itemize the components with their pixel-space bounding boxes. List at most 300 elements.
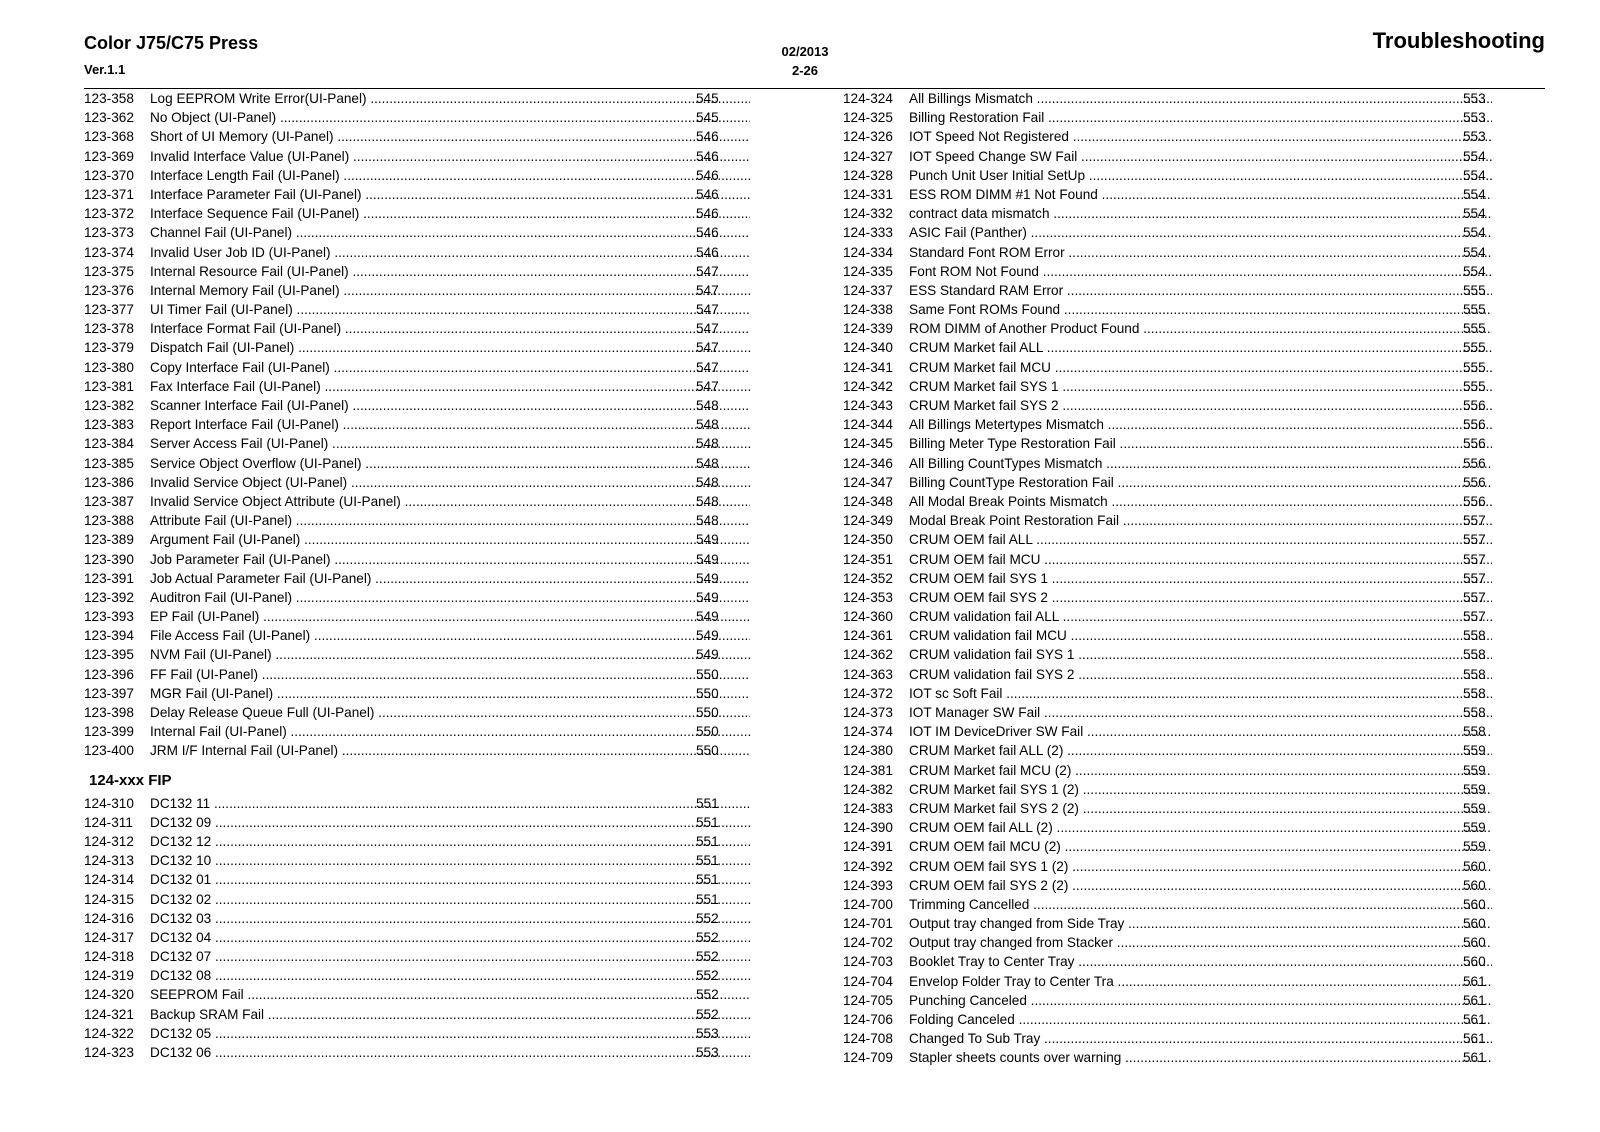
section-title: Troubleshooting [1372, 28, 1545, 53]
toc-entry-code: 124-319 [84, 968, 134, 984]
toc-entry-page: 551 [696, 814, 719, 830]
toc-entry[interactable] [843, 204, 1486, 223]
toc-entry-title: DC132 01 ..... [150, 870, 750, 889]
toc-entry[interactable] [843, 415, 1486, 434]
toc-entry-code: 124-381 [843, 762, 893, 778]
toc-entry[interactable] [84, 966, 724, 985]
toc-entry-code: 124-313 [84, 853, 134, 869]
toc-entry[interactable] [843, 818, 1486, 837]
toc-entry[interactable] [843, 703, 1486, 722]
toc-entry[interactable] [843, 396, 1486, 415]
toc-entry-title: EP Fail (UI-Panel) ..... [150, 607, 750, 626]
toc-entry-page: 552 [696, 968, 719, 984]
toc-entry-page: 557 [1463, 609, 1486, 625]
toc-entry-title: SEEPROM Fail ..... [150, 985, 750, 1004]
toc-entry-page: 546 [696, 244, 719, 260]
toc-entry-code: 124-372 [843, 685, 893, 701]
version-label: Ver.1.1 [84, 62, 126, 77]
toc-entry-title: CRUM Market fail ALL ..... [909, 338, 1492, 357]
toc-entry-page: 560 [1463, 916, 1486, 932]
toc-entry[interactable] [84, 947, 724, 966]
toc-entry-page: 551 [696, 795, 719, 811]
toc-entry-title: DC132 04 ..... [150, 928, 750, 947]
toc-entry-page: 550 [696, 705, 719, 720]
toc-entry[interactable] [843, 223, 1486, 242]
toc-entry[interactable] [84, 741, 724, 760]
toc-entry-code: 124-352 [843, 570, 893, 586]
toc-entry-code: 124-704 [843, 973, 893, 989]
toc-entry-code: 124-326 [843, 129, 893, 145]
toc-entry-title: All Modal Break Points Mismatch ..... [909, 492, 1492, 511]
toc-entry[interactable] [843, 876, 1486, 895]
page-number: 2-26 [791, 63, 819, 78]
toc-entry-title: DC132 05 ..... [150, 1024, 750, 1043]
toc-entry-page: 548 [696, 513, 719, 529]
toc-entry-title: All Billings Metertypes Mismatch ..... [909, 415, 1492, 434]
toc-entry-title: Interface Sequence Fail (UI-Panel) ..... [150, 204, 750, 223]
toc-entry[interactable] [843, 300, 1486, 319]
toc-entry[interactable] [84, 147, 724, 166]
toc-entry-page: 552 [696, 910, 719, 926]
toc-entry-code: 124-705 [843, 992, 893, 1008]
toc-entry[interactable] [84, 588, 724, 607]
toc-entry[interactable] [843, 952, 1486, 971]
toc-entry-title: DC132 11 ..... [150, 794, 750, 813]
toc-entry-code: 124-363 [843, 666, 893, 682]
toc-entry-page: 558 [1463, 685, 1486, 701]
toc-entry-title: Stapler sheets counts over warning ..... [909, 1048, 1492, 1067]
toc-entry-code: 123-369 [84, 148, 134, 164]
toc-entry-title: Punch Unit User Initial SetUp ..... [909, 166, 1492, 185]
toc-entry-code: 124-703 [843, 954, 893, 970]
toc-entry[interactable] [84, 909, 724, 928]
toc-entry[interactable] [84, 722, 724, 741]
toc-entry-code: 124-382 [843, 781, 893, 797]
toc-entry-code: 124-337 [843, 282, 893, 298]
toc-entry-code: 124-349 [843, 513, 893, 529]
toc-entry[interactable] [843, 1029, 1486, 1048]
toc-entry-page: 555 [1463, 359, 1486, 375]
toc-entry-code: 123-399 [84, 724, 134, 740]
toc-entry-code: 124-328 [843, 167, 893, 183]
toc-entry[interactable] [84, 243, 724, 262]
toc-entry[interactable] [843, 166, 1486, 185]
toc-entry-title: Attribute Fail (UI-Panel) ..... [150, 511, 750, 530]
toc-entry-page: 561 [1463, 992, 1486, 1008]
toc-entry-code: 124-702 [843, 935, 893, 951]
toc-entry[interactable] [843, 626, 1486, 645]
toc-entry-title: IOT Speed Change SW Fail ..... [909, 147, 1492, 166]
toc-entry-page: 551 [696, 853, 719, 869]
toc-entry[interactable] [843, 741, 1486, 760]
toc-entry[interactable] [84, 684, 724, 703]
toc-entry-code: 124-315 [84, 891, 134, 907]
toc-entry-code: 123-374 [84, 244, 134, 260]
toc-entry[interactable] [84, 281, 724, 300]
toc-entry-page: 557 [1463, 532, 1486, 548]
toc-entry[interactable] [84, 870, 724, 889]
toc-entry[interactable] [84, 928, 724, 947]
toc-entry[interactable] [84, 415, 724, 434]
toc-entry-page: 555 [1463, 282, 1486, 298]
toc-entry-code: 123-398 [84, 705, 134, 720]
toc-entry[interactable] [843, 262, 1486, 281]
toc-entry[interactable] [84, 358, 724, 377]
toc-entry-code: 124-373 [843, 705, 893, 720]
toc-entry[interactable] [84, 377, 724, 396]
toc-entry-page: 560 [1463, 954, 1486, 970]
toc-entry-code: 124-347 [843, 474, 893, 490]
toc-entry[interactable] [843, 358, 1486, 377]
toc-entry[interactable] [843, 530, 1486, 549]
toc-entry-code: 123-370 [84, 167, 134, 183]
toc-entry-code: 124-708 [843, 1031, 893, 1047]
toc-entry[interactable] [843, 895, 1486, 914]
toc-entry-title: Internal Memory Fail (UI-Panel) ..... [150, 281, 750, 300]
toc-entry-code: 124-327 [843, 148, 893, 164]
toc-entry-title: Auditron Fail (UI-Panel) ..... [150, 588, 750, 607]
toc-entry-page: 555 [1463, 321, 1486, 337]
toc-entry-title: CRUM Market fail SYS 1 ..... [909, 377, 1492, 396]
toc-entry[interactable] [84, 1043, 724, 1062]
toc-entry-code: 123-379 [84, 340, 134, 356]
toc-entry-code: 124-344 [843, 417, 893, 433]
toc-entry[interactable] [843, 550, 1486, 569]
toc-entry-page: 559 [1463, 762, 1486, 778]
toc-entry-code: 124-343 [843, 398, 893, 413]
toc-entry[interactable] [843, 319, 1486, 338]
toc-entry[interactable] [84, 396, 724, 415]
toc-entry-code: 123-396 [84, 666, 134, 682]
toc-entry-code: 124-321 [84, 1006, 134, 1022]
toc-entry[interactable] [84, 530, 724, 549]
toc-entry-page: 553 [696, 1045, 719, 1060]
toc-entry[interactable] [84, 166, 724, 185]
toc-entry-code: 124-345 [843, 436, 893, 452]
toc-entry[interactable] [84, 223, 724, 242]
toc-entry[interactable] [843, 722, 1486, 741]
toc-entry[interactable] [843, 434, 1486, 453]
toc-entry-code: 124-393 [843, 877, 893, 893]
toc-entry-title: CRUM Market fail ALL (2) ..... [909, 741, 1492, 760]
toc-entry-code: 123-382 [84, 398, 134, 413]
toc-entry[interactable] [84, 1005, 724, 1024]
toc-entry[interactable] [843, 857, 1486, 876]
toc-entry[interactable] [84, 665, 724, 684]
toc-entry[interactable] [84, 204, 724, 223]
toc-entry-page: 561 [1463, 973, 1486, 989]
toc-entry-code: 124-342 [843, 378, 893, 394]
toc-entry[interactable] [84, 985, 724, 1004]
toc-entry-code: 124-314 [84, 872, 134, 888]
toc-entry[interactable] [84, 511, 724, 530]
toc-entry-code: 123-384 [84, 436, 134, 452]
toc-entry-title: Invalid User Job ID (UI-Panel) ..... [150, 243, 750, 262]
toc-entry-page: 560 [1463, 896, 1486, 912]
toc-entry[interactable] [84, 434, 724, 453]
toc-entry[interactable] [843, 799, 1486, 818]
toc-entry[interactable] [843, 588, 1486, 607]
toc-entry-page: 553 [1463, 91, 1486, 106]
toc-entry-page: 561 [1463, 1050, 1486, 1066]
toc-entry-code: 123-386 [84, 474, 134, 490]
toc-entry[interactable] [84, 645, 724, 664]
toc-entry-page: 552 [696, 1006, 719, 1022]
toc-entry-page: 548 [696, 493, 719, 509]
toc-entry[interactable] [843, 972, 1486, 991]
toc-entry-code: 123-385 [84, 455, 134, 471]
toc-entry-code: 124-334 [843, 244, 893, 260]
toc-entry-page: 561 [1463, 1031, 1486, 1047]
toc-entry-title: Argument Fail (UI-Panel) ..... [150, 530, 750, 549]
toc-entry-code: 123-380 [84, 359, 134, 375]
toc-list-123 [84, 89, 724, 761]
toc-entry[interactable] [84, 1024, 724, 1043]
toc-entry-code: 123-375 [84, 263, 134, 279]
toc-entry[interactable] [84, 262, 724, 281]
toc-entry-code: 124-340 [843, 340, 893, 356]
toc-entry[interactable] [843, 761, 1486, 780]
toc-entry-code: 124-341 [843, 359, 893, 375]
toc-entry[interactable] [843, 127, 1486, 146]
toc-entry-title: Booklet Tray to Center Tray ..... [909, 952, 1492, 971]
toc-entry-code: 124-310 [84, 795, 134, 811]
toc-entry-title: DC132 02 ..... [150, 890, 750, 909]
toc-list-124-fip [84, 794, 724, 1063]
toc-entry[interactable] [84, 338, 724, 357]
toc-entry-page: 553 [1463, 110, 1486, 126]
toc-entry-title: CRUM Market fail SYS 1 (2) ..... [909, 780, 1492, 799]
toc-entry[interactable] [84, 185, 724, 204]
toc-entry-page: 561 [1463, 1012, 1486, 1027]
toc-entry-title: Backup SRAM Fail ..... [150, 1005, 750, 1024]
toc-entry[interactable] [84, 890, 724, 909]
toc-entry[interactable] [843, 454, 1486, 473]
toc-entry[interactable] [84, 127, 724, 146]
toc-entry-page: 555 [1463, 378, 1486, 394]
toc-entry-title: ESS ROM DIMM #1 Not Found ..... [909, 185, 1492, 204]
toc-entry-page: 559 [1463, 743, 1486, 759]
toc-entry-title: Server Access Fail (UI-Panel) ..... [150, 434, 750, 453]
toc-entry-page: 549 [696, 609, 719, 625]
toc-entry-page: 552 [696, 987, 719, 1003]
toc-entry-title: Output tray changed from Side Tray ..... [909, 914, 1492, 933]
toc-entry-code: 123-371 [84, 186, 134, 202]
toc-entry[interactable] [84, 703, 724, 722]
toc-entry-page: 548 [696, 436, 719, 452]
toc-entry[interactable] [843, 991, 1486, 1010]
toc-entry-title: Copy Interface Fail (UI-Panel) ..... [150, 358, 750, 377]
toc-entry[interactable] [843, 147, 1486, 166]
toc-entry[interactable] [84, 813, 724, 832]
toc-entry-title: DC132 06 ..... [150, 1043, 750, 1062]
toc-entry-code: 124-380 [843, 743, 893, 759]
toc-entry[interactable] [84, 108, 724, 127]
toc-entry-code: 124-316 [84, 910, 134, 926]
toc-entry-code: 124-311 [84, 814, 133, 830]
toc-entry[interactable] [843, 684, 1486, 703]
toc-entry-page: 560 [1463, 935, 1486, 951]
toc-entry[interactable] [84, 832, 724, 851]
toc-entry[interactable] [84, 89, 724, 108]
toc-entry[interactable] [843, 607, 1486, 626]
toc-entry-title: Internal Fail (UI-Panel) ..... [150, 722, 750, 741]
toc-entry-title: DC132 09 ..... [150, 813, 750, 832]
toc-entry[interactable] [843, 645, 1486, 664]
toc-entry-title: Invalid Service Object (UI-Panel) ..... [150, 473, 750, 492]
toc-entry[interactable] [84, 794, 724, 813]
toc-entry-page: 558 [1463, 724, 1486, 740]
toc-entry-page: 557 [1463, 570, 1486, 586]
toc-entry-page: 550 [696, 724, 719, 740]
toc-entry[interactable] [843, 338, 1486, 357]
toc-entry-title: CRUM OEM fail SYS 2 ..... [909, 588, 1492, 607]
toc-entry-code: 124-325 [843, 110, 893, 126]
toc-entry-page: 552 [696, 929, 719, 945]
toc-entry-title: IOT Speed Not Registered ..... [909, 127, 1492, 146]
toc-entry-title: CRUM OEM fail SYS 1 ..... [909, 569, 1492, 588]
toc-entry-page: 547 [696, 321, 719, 337]
toc-entry[interactable] [84, 550, 724, 569]
toc-entry-title: Internal Resource Fail (UI-Panel) ..... [150, 262, 750, 281]
toc-entry-title: CRUM OEM fail ALL (2) ..... [909, 818, 1492, 837]
toc-entry-page: 545 [696, 110, 719, 126]
document-title: Color J75/C75 Press [84, 33, 259, 53]
toc-entry-page: 548 [696, 417, 719, 433]
toc-entry[interactable] [843, 1010, 1486, 1029]
toc-entry-page: 551 [696, 833, 719, 849]
toc-entry-title: CRUM OEM fail MCU ..... [909, 550, 1492, 569]
toc-entry-page: 557 [1463, 589, 1486, 605]
toc-entry-title: Service Object Overflow (UI-Panel) ..... [150, 454, 750, 473]
toc-entry-code: 123-390 [84, 551, 134, 567]
toc-entry-page: 547 [696, 340, 719, 356]
toc-entry-title: ASIC Fail (Panther) ..... [909, 223, 1492, 242]
toc-entry[interactable] [843, 511, 1486, 530]
toc-entry-page: 549 [696, 628, 719, 644]
toc-entry-code: 124-350 [843, 532, 893, 548]
toc-entry[interactable] [843, 108, 1486, 127]
toc-entry[interactable] [843, 933, 1486, 952]
toc-entry-code: 124-351 [843, 551, 893, 567]
toc-entry-title: DC132 10 ..... [150, 851, 750, 870]
toc-entry[interactable] [843, 89, 1486, 108]
toc-entry-code: 123-377 [84, 302, 134, 318]
toc-entry[interactable] [843, 914, 1486, 933]
toc-entry-title: Delay Release Queue Full (UI-Panel) ..... [150, 703, 750, 722]
toc-entry[interactable] [843, 780, 1486, 799]
toc-entry-page: 556 [1463, 436, 1486, 452]
toc-entry[interactable] [84, 851, 724, 870]
toc-entry-page: 549 [696, 551, 719, 567]
toc-entry-code: 124-362 [843, 647, 893, 663]
toc-entry-page: 546 [696, 206, 719, 222]
toc-entry-title: Trimming Cancelled ..... [909, 895, 1492, 914]
toc-entry-page: 558 [1463, 628, 1486, 644]
toc-entry-title: No Object (UI-Panel) ..... [150, 108, 750, 127]
toc-entry-code: 123-393 [84, 609, 134, 625]
toc-entry[interactable] [843, 243, 1486, 262]
toc-entry-page: 559 [1463, 800, 1486, 816]
toc-entry[interactable] [84, 492, 724, 511]
toc-entry[interactable] [843, 837, 1486, 856]
toc-entry[interactable] [843, 665, 1486, 684]
toc-entry-page: 554 [1463, 225, 1486, 241]
toc-entry[interactable] [84, 454, 724, 473]
toc-entry-title: JRM I/F Internal Fail (UI-Panel) ..... [150, 741, 750, 760]
toc-entry-code: 123-381 [84, 378, 134, 394]
toc-entry-title: Log EEPROM Write Error(UI-Panel) ..... [150, 89, 750, 108]
toc-right-column [843, 89, 1486, 1068]
toc-entry[interactable] [843, 185, 1486, 204]
toc-entry-page: 548 [696, 398, 719, 413]
toc-entry-page: 546 [696, 148, 719, 164]
toc-entry[interactable] [843, 1048, 1486, 1067]
toc-entry-page: 546 [696, 129, 719, 145]
toc-entry[interactable] [843, 281, 1486, 300]
toc-entry-title: Interface Parameter Fail (UI-Panel) ..... [150, 185, 750, 204]
toc-entry-code: 123-391 [84, 570, 134, 586]
toc-entry-code: 123-389 [84, 532, 134, 548]
toc-entry-page: 549 [696, 532, 719, 548]
toc-entry-page: 550 [696, 685, 719, 701]
toc-entry-page: 558 [1463, 647, 1486, 663]
toc-entry[interactable] [84, 300, 724, 319]
toc-entry-title: CRUM validation fail SYS 1 ..... [909, 645, 1492, 664]
toc-entry-title: Changed To Sub Tray ..... [909, 1029, 1492, 1048]
toc-entry-title: Modal Break Point Restoration Fail ..... [909, 511, 1492, 530]
toc-entry-code: 123-376 [84, 282, 134, 298]
toc-entry-code: 124-374 [843, 724, 893, 740]
toc-entry-title: CRUM Market fail MCU ..... [909, 358, 1492, 377]
toc-entry-page: 559 [1463, 820, 1486, 836]
toc-entry-page: 551 [696, 891, 719, 907]
toc-entry-page: 554 [1463, 186, 1486, 202]
toc-entry-page: 548 [696, 474, 719, 490]
toc-entry-title: Folding Canceled ..... [909, 1010, 1492, 1029]
toc-entry-code: 124-312 [84, 833, 134, 849]
toc-entry[interactable] [843, 569, 1486, 588]
toc-entry-page: 556 [1463, 493, 1486, 509]
toc-entry-code: 124-335 [843, 263, 893, 279]
toc-entry-title: Font ROM Not Found ..... [909, 262, 1492, 281]
toc-entry-code: 123-388 [84, 513, 134, 529]
toc-entry[interactable] [843, 473, 1486, 492]
toc-entry-page: 559 [1463, 839, 1486, 855]
toc-entry-code: 124-318 [84, 949, 134, 965]
toc-entry[interactable] [843, 377, 1486, 396]
toc-entry[interactable] [84, 319, 724, 338]
toc-entry-title: Invalid Interface Value (UI-Panel) ..... [150, 147, 750, 166]
toc-entry-code: 124-348 [843, 493, 893, 509]
toc-entry[interactable] [84, 473, 724, 492]
toc-entry-code: 123-394 [84, 628, 134, 644]
toc-entry-code: 124-332 [843, 206, 893, 222]
toc-entry-page: 550 [696, 666, 719, 682]
toc-entry[interactable] [84, 569, 724, 588]
toc-entry-page: 560 [1463, 858, 1486, 874]
toc-entry-title: IOT sc Soft Fail ..... [909, 684, 1492, 703]
toc-entry-code: 124-353 [843, 589, 893, 605]
toc-entry-code: 123-373 [84, 225, 134, 241]
toc-entry-title: UI Timer Fail (UI-Panel) ..... [150, 300, 750, 319]
toc-entry-title: DC132 12 ..... [150, 832, 750, 851]
toc-entry[interactable] [843, 492, 1486, 511]
toc-entry-code: 124-360 [843, 609, 893, 625]
toc-entry-page: 546 [696, 186, 719, 202]
toc-entry[interactable] [84, 626, 724, 645]
toc-entry[interactable] [84, 607, 724, 626]
